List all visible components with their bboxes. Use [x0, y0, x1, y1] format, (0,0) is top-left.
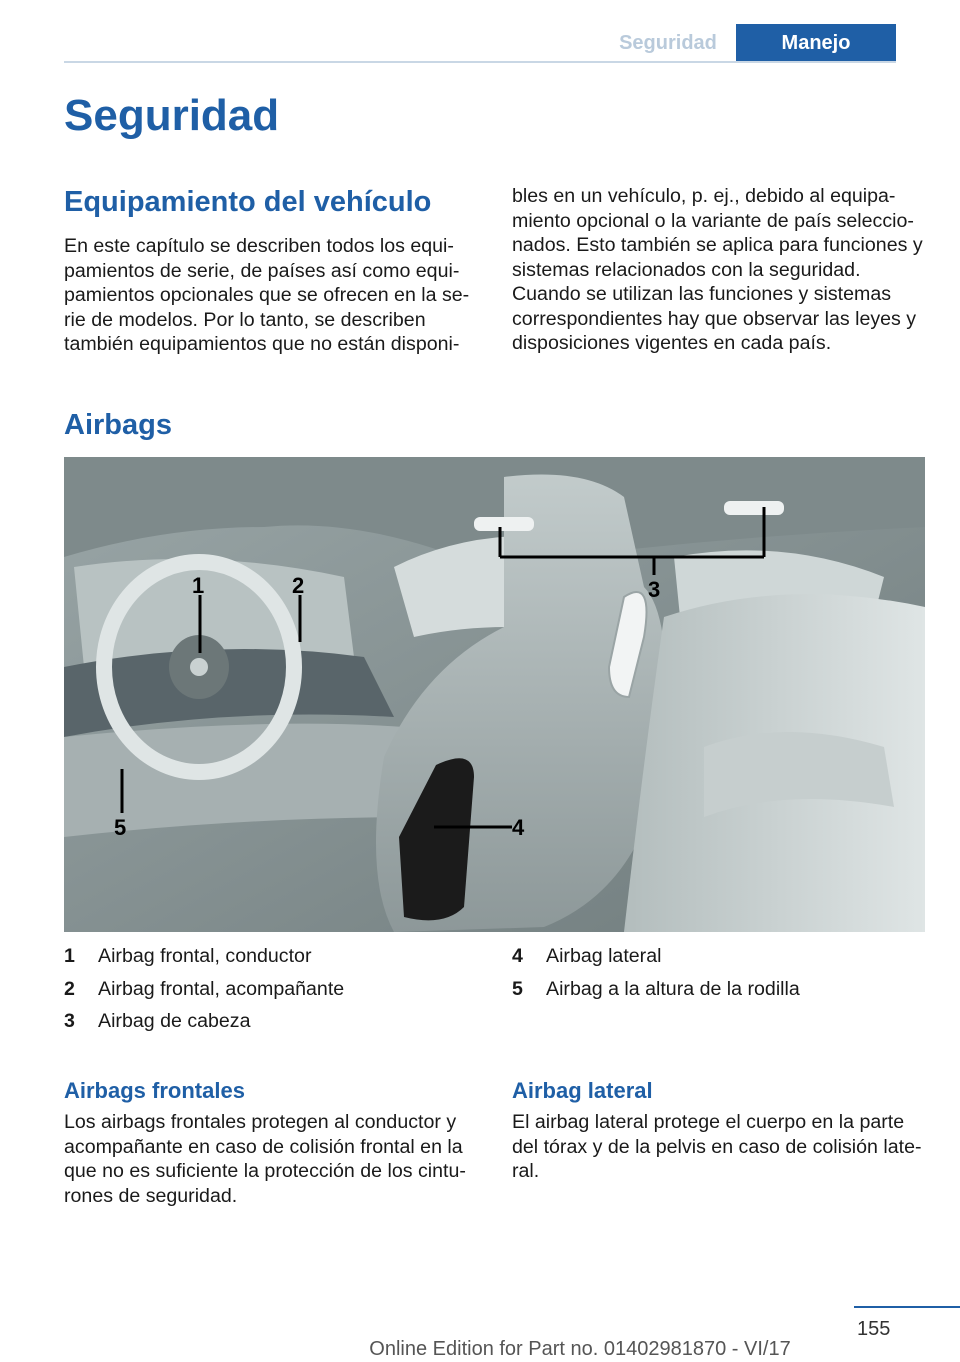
- text-line: bles en un vehículo, p. ej., debido al equipa‐: [512, 185, 896, 207]
- equipamiento-paragraph-left: [64, 234, 484, 357]
- text-line: Cuando se utilizan las funciones y sistemas: [512, 283, 892, 305]
- text-line: ral.: [512, 1160, 540, 1182]
- legend-text: Airbag lateral: [546, 945, 662, 967]
- footer-edition: Online Edition for Part no. 01402981870 - VI/17: [369, 1338, 791, 1360]
- text-line: del tórax y de la pelvis en caso de colisión late‐: [512, 1135, 922, 1158]
- lateral-paragraph: [512, 1110, 942, 1184]
- footer-divider: [854, 1306, 960, 1308]
- page-number: 155: [857, 1318, 891, 1340]
- legend-number: 5: [512, 977, 523, 1000]
- car-interior-drawing: [64, 457, 925, 932]
- text-line: correspondientes hay que observar las leyes y: [512, 307, 917, 330]
- figure-label-3: 3: [648, 577, 661, 602]
- legend-number: 3: [64, 1010, 75, 1032]
- legend-item: [512, 977, 932, 1001]
- text-line: nados. Esto también se aplica para funciones y: [512, 234, 923, 256]
- legend-text: Airbag de cabeza: [98, 1010, 251, 1032]
- equipamiento-paragraph-right: [512, 184, 932, 356]
- airbag-illustration: [64, 457, 925, 932]
- text-line: también equipamientos que no están disponi‐: [64, 333, 460, 355]
- subsection-title-lateral: Airbag lateral: [512, 1078, 653, 1103]
- text-line: rones de seguridad.: [64, 1184, 238, 1207]
- text-line: pamientos opcionales que se ofrecen en la se‐: [64, 284, 470, 306]
- text-line: El airbag lateral protege el cuerpo en la parte: [512, 1111, 905, 1133]
- legend-item: [512, 944, 932, 968]
- text-line: Los airbags frontales protegen al conductor y: [64, 1111, 457, 1133]
- figure-label-5: 5: [114, 815, 127, 840]
- legend-item: [64, 977, 484, 1001]
- legend-text: Airbag frontal, acompañante: [98, 977, 345, 1000]
- header-tab-manejo[interactable]: Manejo: [736, 24, 896, 62]
- text-line: pamientos de serie, de países así como equi‐: [64, 259, 460, 282]
- subsection-title-frontales: Airbags frontales: [64, 1078, 245, 1103]
- figure-label-1: 1: [192, 573, 205, 598]
- header-divider: [64, 61, 896, 63]
- legend-text: Airbag frontal, conductor: [98, 945, 312, 967]
- text-line: sistemas relacionados con la seguridad.: [512, 258, 861, 281]
- text-line: que no es suficiente la protección de los cintu‐: [64, 1160, 466, 1182]
- text-line: rie de modelos. Por lo tanto, se describen: [64, 308, 426, 331]
- legend-number: 1: [64, 945, 75, 967]
- legend-left: [64, 944, 484, 1033]
- figure-label-2: 2: [292, 573, 305, 598]
- text-line: miento opcional o la variante de país seleccio‐: [512, 209, 914, 232]
- legend-item: [64, 944, 484, 968]
- section-title-airbags: Airbags: [64, 409, 172, 441]
- frontales-paragraph: [64, 1110, 494, 1208]
- legend-right: [512, 944, 932, 1001]
- text-line: En este capítulo se describen todos los equi‐: [64, 235, 454, 257]
- legend-text: Airbag a la altura de la rodilla: [546, 977, 800, 1000]
- text-line: acompañante en caso de colisión frontal en la: [64, 1135, 463, 1158]
- text-line: disposiciones vigentes en cada país.: [512, 332, 832, 354]
- legend-item: [64, 1009, 484, 1033]
- legend-number: 4: [512, 945, 523, 967]
- section-title-equipamiento: Equipamiento del vehículo: [64, 186, 432, 218]
- header-tab-seguridad[interactable]: Seguridad: [619, 31, 717, 54]
- figure-label-4: 4: [512, 815, 525, 840]
- chapter-title: Seguridad: [64, 91, 280, 140]
- legend-number: 2: [64, 977, 75, 1000]
